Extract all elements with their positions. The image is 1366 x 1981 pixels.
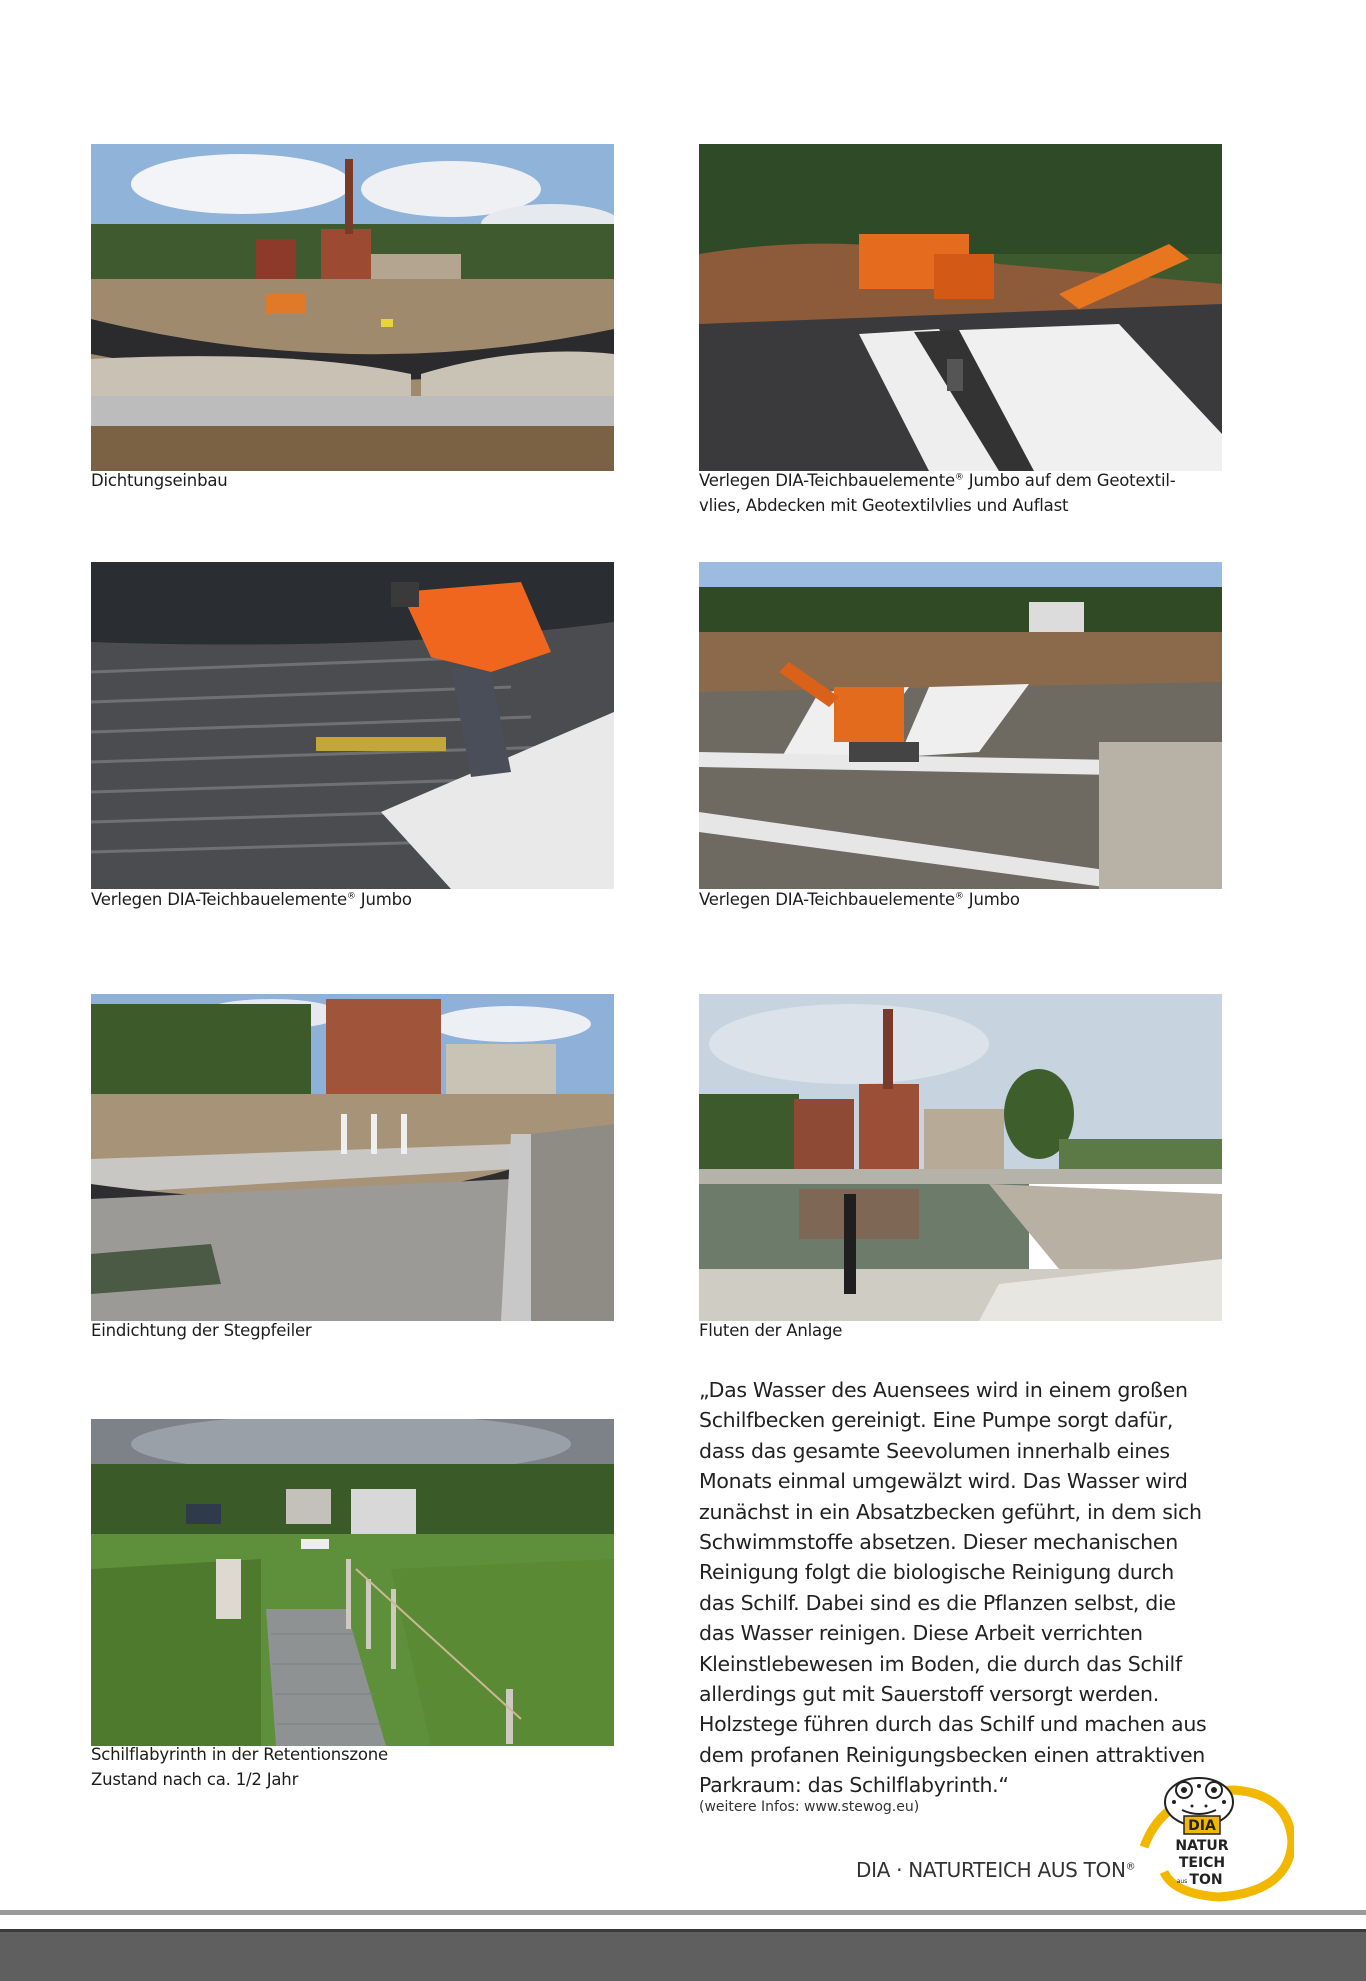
caption-eindichtung-stegpfeiler: Eindichtung der Stegpfeiler [91,1321,312,1340]
logo-teich: TEICH [1178,1855,1226,1871]
caption-line: vlies, Abdecken mit Geotextilvlies und Auflast [699,496,1069,515]
photo-dichtungseinbau [91,144,614,471]
photo-verlegen-jumbo-worker [91,562,614,889]
caption-line: Verlegen DIA-Teichbauelemente [699,890,955,909]
quote-line: Schilfbecken gereinigt. Eine Pumpe sorgt dafür, [699,1408,1174,1433]
quote-source: (weitere Infos: www.stewog.eu) [699,1799,920,1815]
caption-verlegen-jumbo-1 [91,887,412,912]
photo-eindichtung-stegpfeiler [91,994,614,1321]
caption-line: Verlegen DIA-Teichbauelemente [699,471,955,490]
quote-line: dem profanen Reinigungsbecken einen attraktiven [699,1742,1205,1767]
photo-verlegen-jumbo-basin [699,562,1222,889]
caption-verlegen-geotextil [699,468,1175,518]
caption-dichtungseinbau: Dichtungseinbau [91,471,228,490]
quote-line: Schwimmstoffe absetzen. Dieser mechanischen [699,1530,1178,1555]
logo-natur: NATUR [1175,1838,1229,1854]
footer-rule [0,1910,1366,1915]
caption-verlegen-jumbo-2 [699,887,1020,912]
brand-name [856,1858,1135,1882]
photo-verlegen-geotextil [699,144,1222,471]
caption-line: Verlegen DIA-Teichbauelemente [91,890,347,909]
quote-line: „Das Wasser des Auensees wird in einem großen [699,1378,1188,1402]
quote-line: das Wasser reinigen. Diese Arbeit verrichten [699,1621,1143,1646]
caption-fluten-der-anlage: Fluten der Anlage [699,1321,843,1340]
quote-line: zunächst in ein Absatzbecken geführt, in dem sich [699,1499,1202,1524]
quote-paragraph [699,1375,1223,1801]
registered-mark: ® [954,891,964,902]
photo-fluten-der-anlage [699,994,1222,1321]
brand-name-text: DIA · NATURTEICH AUS TON [856,1858,1126,1882]
caption-line-suffix: Jumbo auf dem Geotextil- [963,471,1176,490]
quote-line: dass das gesamte Seevolumen innerhalb eines [699,1438,1170,1463]
caption-line: Schilflabyrinth in der Retentionszone [91,1745,388,1764]
quote-line: allerdings gut mit Sauerstoff versorgt werden. [699,1682,1159,1707]
logo-aus: aus [1176,1878,1188,1885]
caption-line: Zustand nach ca. 1/2 Jahr [91,1770,299,1789]
quote-line: Reinigung folgt die biologische Reinigung durch [699,1560,1174,1585]
quote-line: Kleinstlebewesen im Boden, die durch das Schilf [699,1651,1182,1676]
dia-naturteich-logo [1124,1772,1294,1902]
logo-ton: TON [1189,1872,1223,1888]
photo-schilflabyrinth [91,1419,614,1746]
logo-dia: DIA [1188,1818,1216,1834]
caption-line-suffix: Jumbo [355,890,412,909]
quote-line: Monats einmal umgewälzt wird. Das Wasser wird [699,1469,1188,1494]
footer-bar [0,1929,1366,1981]
caption-line-suffix: Jumbo [963,890,1020,909]
quote-line: das Schilf. Dabei sind es die Pflanzen selbst, die [699,1590,1176,1615]
quote-line: Holzstege führen durch das Schilf und machen aus [699,1712,1207,1737]
registered-mark: ® [1125,1861,1136,1873]
registered-mark: ® [954,472,964,483]
registered-mark: ® [346,891,356,902]
quote-line: Parkraum: das Schilflabyrinth.“ [699,1773,1009,1798]
caption-schilflabyrinth [91,1742,388,1792]
